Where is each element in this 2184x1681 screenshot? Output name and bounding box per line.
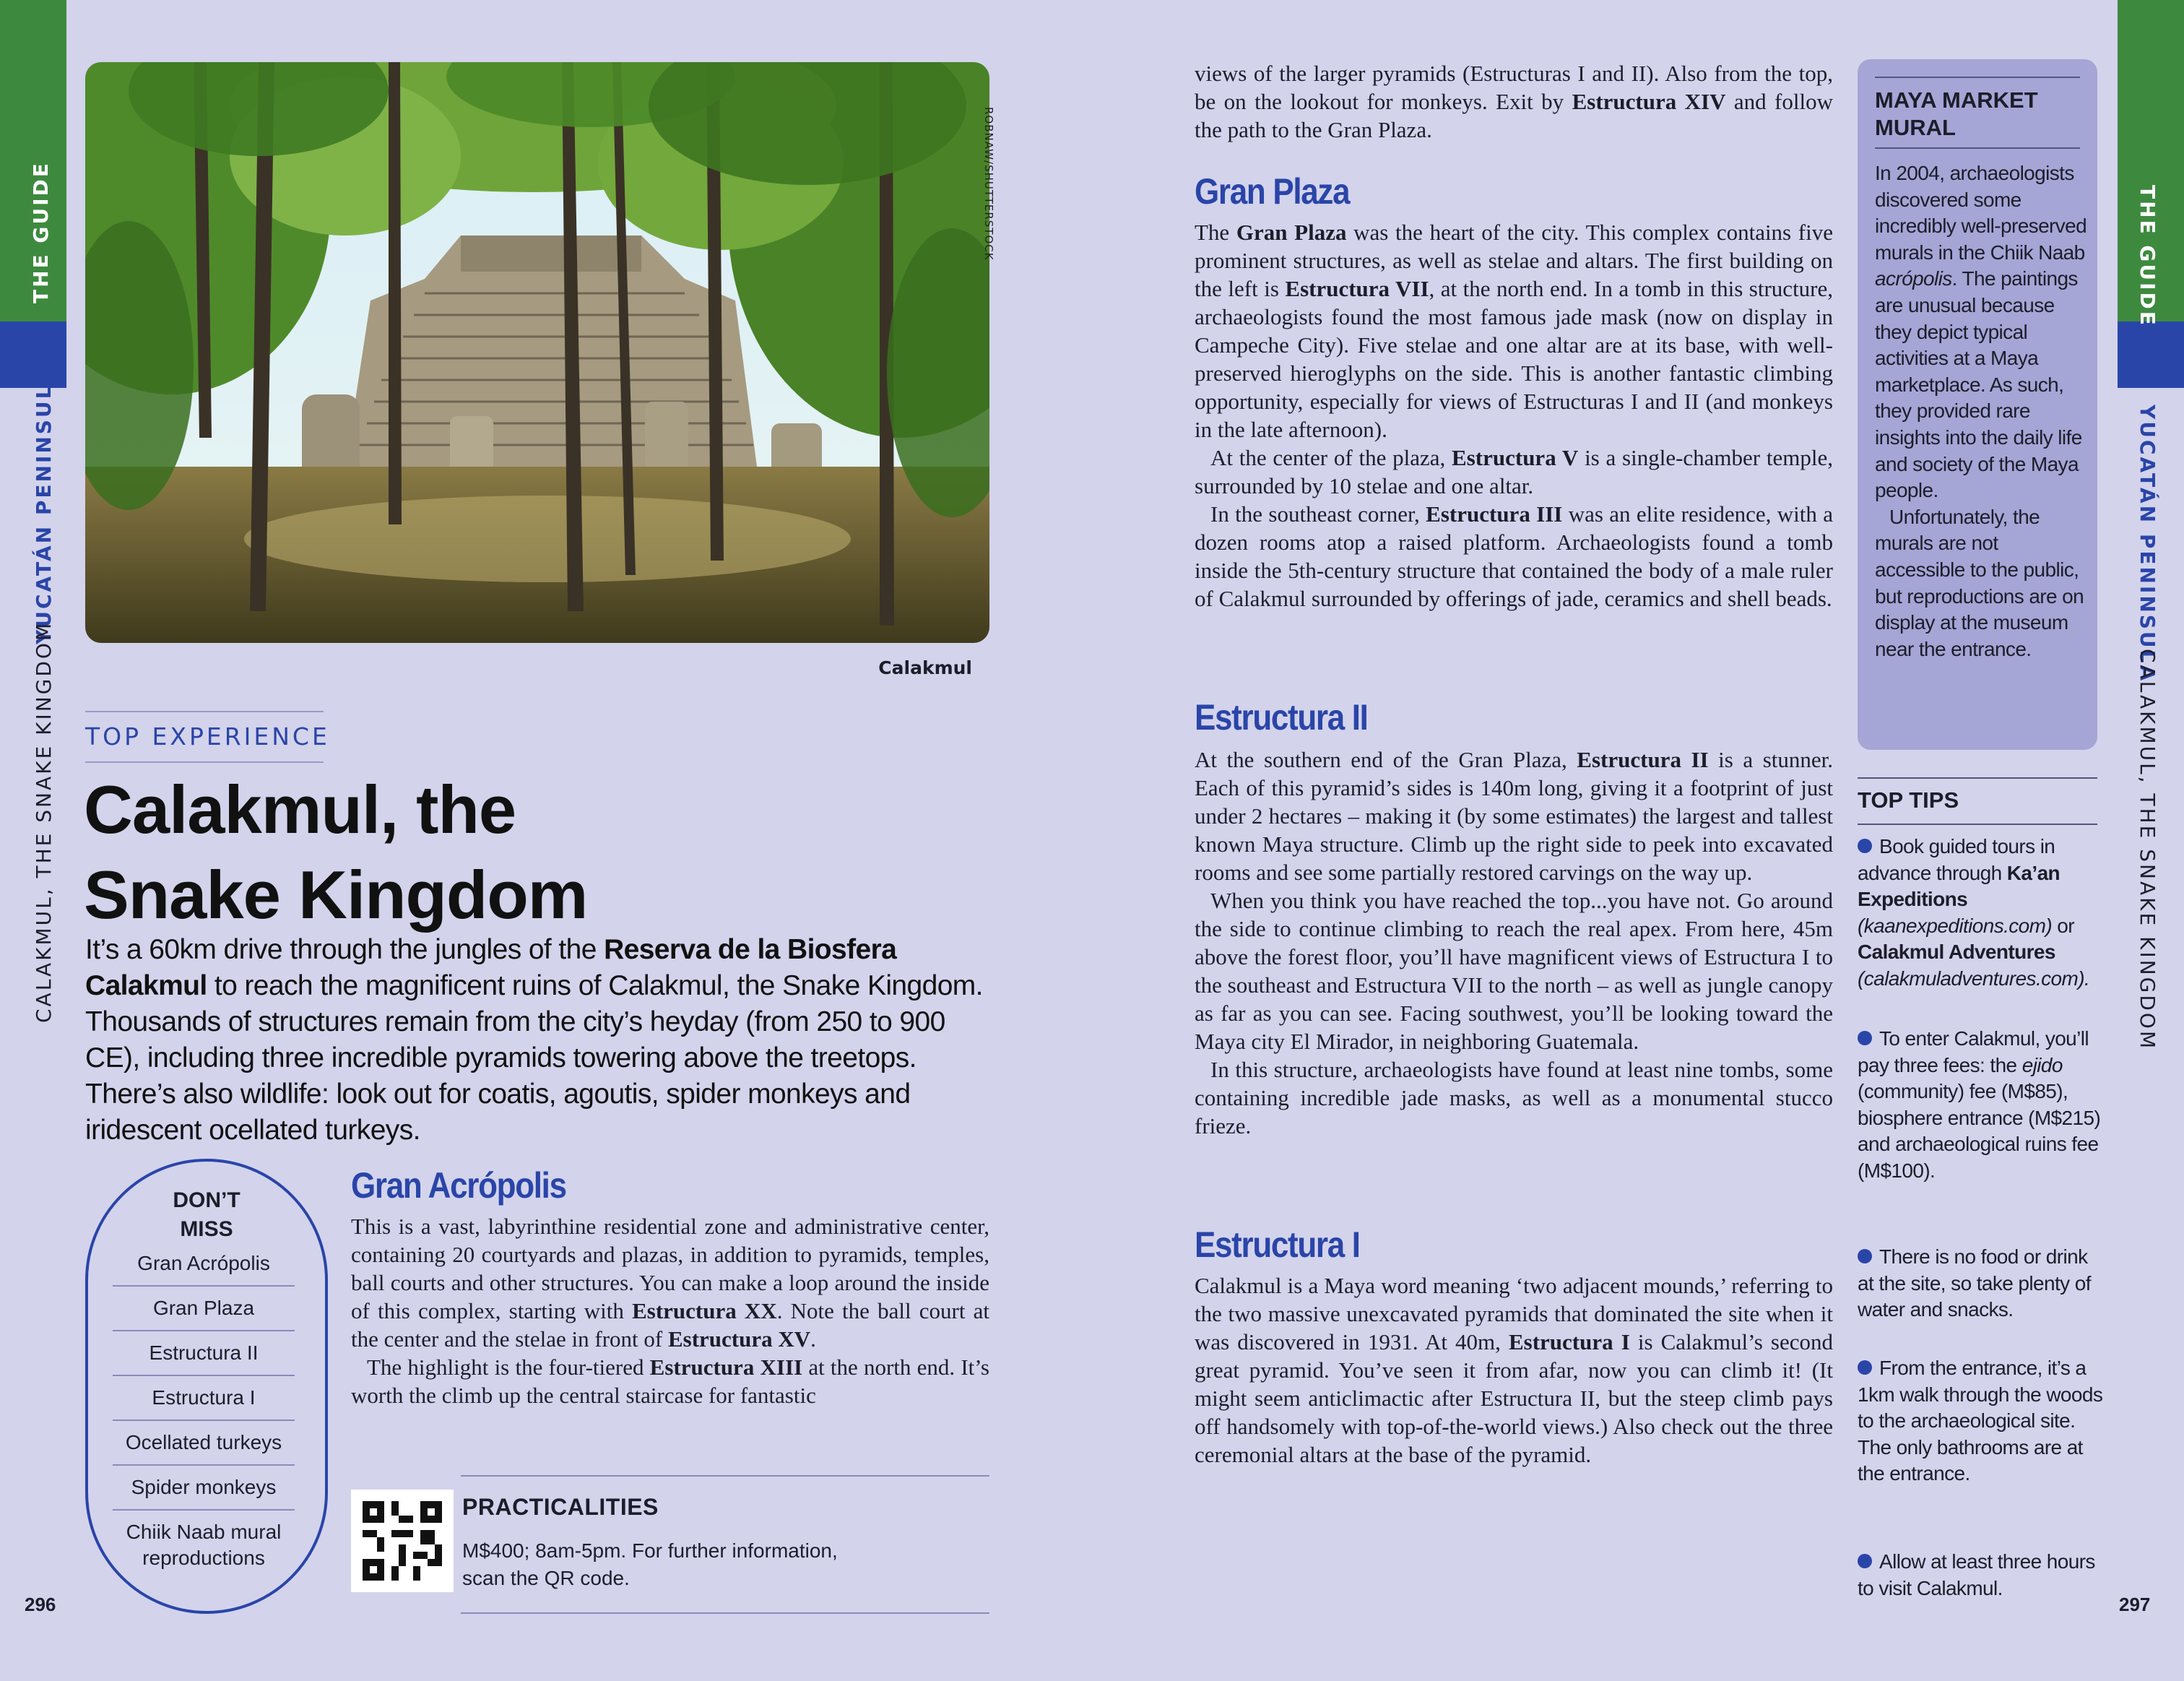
intro-bold-place: Reserva de la Biosfera Calakmul bbox=[85, 934, 897, 1001]
mural-top-rule bbox=[1875, 77, 2080, 78]
left-region-label: YUCATÁN PENINSULA bbox=[32, 366, 56, 644]
right-region-tab bbox=[2118, 321, 2184, 388]
page-title bbox=[84, 767, 950, 938]
heading-estructura-i: Estructura I bbox=[1195, 1224, 1360, 1265]
practicalities-top-rule bbox=[461, 1475, 989, 1477]
page-title-line-2: Snake Kingdom bbox=[84, 857, 588, 933]
tip-3: There is no food or drink at the site, so take plenty of water and snacks. bbox=[1858, 1245, 2091, 1321]
mural-title-rule bbox=[1875, 147, 2080, 149]
heading-gran-acropolis: Gran Acrópolis bbox=[351, 1165, 566, 1206]
page-title-line-1: Calakmul, the bbox=[84, 772, 516, 847]
page-number-left: 296 bbox=[25, 1594, 56, 1615]
practicalities-title: PRACTICALITIES bbox=[462, 1494, 659, 1520]
qr-code[interactable] bbox=[351, 1490, 454, 1592]
bullet-icon bbox=[1858, 839, 1872, 853]
mural-text: In 2004, archaeologists discovered some incredibly well-preserved murals in the Chiik Naab acrópolis. The paintings are unusual because they depict typical activities at a Maya marketplace. As such, they provided rare insights into the daily life and society of the Maya people. Unfortunately, the murals are not accessible to the public, but reproductions are on display at the museum near the entrance. bbox=[1875, 162, 2087, 660]
list-item: Ocellated turkeys bbox=[113, 1419, 295, 1464]
list-item: Estructura I bbox=[113, 1375, 295, 1419]
tip-1: Book guided tours in advance through Ka’an Expeditions (kaanexpeditions.com) or Calakmul Adventures (calakmuladventures.com). bbox=[1858, 835, 2090, 990]
list-item: Gran Acrópolis bbox=[137, 1252, 270, 1274]
estructura-ii-text: At the southern end of the Gran Plaza, Estructura II is a stunner. Each of this pyramid’s sides is 140m long, giving it a footprint of just under 2 hectares – making it (by some estimates) the largest and tallest known Maya structure. Climb up the right side to peek into excavated rooms and see some partially restored carvings on the way up. When you think you have reached the top...you have not. Go around the side to continue climbing to reach the real apex. From here, 45m above the forest floor, you’ll have magnificent views of Estructura I to the southeast and Estructura VII to the north – as well as jungle canopy as far as you can see. Facing southwest, you’ll be looking toward the Maya city El Mirador, in neighboring Guatemala. In this structure, archaeologists have found at least nine tombs, some containing incredible jade masks, as well as a monumental stucco frieze. bbox=[1195, 747, 1833, 1138]
dont-miss-list bbox=[113, 1248, 295, 1580]
left-chapter-label: CALAKMUL, THE SNAKE KINGDOM bbox=[32, 621, 56, 1023]
tips-top-rule bbox=[1858, 777, 2097, 779]
calakmul-photo bbox=[85, 62, 989, 643]
gran-acropolis-text: This is a vast, labyrinthine residential zone and administrative center, containing 20 courtyards and plazas, in addition to pyramids, temples, ball courts and other structures. You can make a loop around the inside of this complex, starting with Estructura XX. Note the ball court at the center and the stelae in front of Estructura XV. The highlight is the four-tiered Estructura XIII at the north end. It’s worth the climb up the central staircase for fantastic bbox=[351, 1214, 990, 1408]
practicalities-text: M$400; 8am-5pm. For further information, scan the QR code. bbox=[462, 1539, 838, 1589]
list-item: Estructura II bbox=[113, 1330, 295, 1375]
left-guide-tab-label: THE GUIDE bbox=[29, 161, 53, 303]
photo-credit: ROBNAW/SHUTTERSTOCK bbox=[982, 107, 995, 261]
tip-4: From the entrance, it’s a 1km walk through the woods to the archaeological site. The only bathrooms are at the entrance. bbox=[1858, 1357, 2103, 1485]
right-guide-tab-label: THE GUIDE bbox=[2136, 185, 2159, 327]
top-tips-title: TOP TIPS bbox=[1858, 787, 1959, 813]
tips-title-rule bbox=[1858, 824, 2097, 825]
dont-miss-title: DON’T MISS bbox=[173, 1188, 240, 1241]
bullet-icon bbox=[1858, 1249, 1872, 1263]
tip-2: To enter Calakmul, you’ll pay three fees: the ejido (community) fee (M$85), biosphere entrance (M$215) and archaeological ruins fee (M$100). bbox=[1858, 1027, 2101, 1182]
gran-plaza-text: The Gran Plaza was the heart of the city. This complex contains five prominent structures, as well as stelae and altars. The first building on the left is Estructura VII, at the north end. In a tomb in this structure, archaeologists found the most famous jade mask (now on display in Campeche City). Five stelae and one altar are at its base, with well-preserved hieroglyphs on the side. This is another fantastic climbing opportunity, especially for views of Estructuras I and II (and monkeys in the late afternoon). At the center of the plaza, Estructura V is a single-chamber temple, surrounded by 10 stelae and one altar. In the southeast corner, Estructura III was an elite residence, with a dozen rooms atop a raised platform. Archaeologists found a tomb inside the 5th-century structure that contained the body of a male ruler of Calakmul surrounded by offerings of jade, ceramics and shell beads. bbox=[1195, 220, 1834, 611]
continued-text: views of the larger pyramids (Estructuras I and II). Also from the top, be on the lookout for monkeys. Exit by Estructura XIV and follow the path to the Gran Plaza. bbox=[1195, 61, 1833, 142]
right-region-label: YUCATÁN PENINSULA bbox=[2136, 405, 2159, 683]
list-item: Gran Plaza bbox=[113, 1285, 295, 1330]
bullet-icon bbox=[1858, 1554, 1872, 1568]
right-chapter-label: CALAKMUL, THE SNAKE KINGDOM bbox=[2136, 649, 2159, 1051]
heading-estructura-ii: Estructura II bbox=[1195, 697, 1368, 738]
practicalities-bottom-rule bbox=[461, 1612, 989, 1614]
intro-paragraph: It’s a 60km drive through the jungles of the Reserva de la Biosfera Calakmul to reach the magnificent ruins of Calakmul, the Snake Kingdom. Thousands of structures remain from the city’s heyday (from 250 to 900 CE), including three incredible pyramids towering above the treetops. There’s also wildlife: look out for coatis, agoutis, spider monkeys and iridescent ocellated turkeys. bbox=[85, 934, 983, 1146]
mural-title: MAYA MARKET MURAL bbox=[1875, 87, 2038, 140]
kicker: TOP EXPERIENCE bbox=[85, 722, 330, 751]
kicker-top-rule bbox=[85, 711, 324, 712]
list-item: Chiik Naab mural reproductions bbox=[113, 1509, 295, 1580]
bullet-icon bbox=[1858, 1031, 1872, 1045]
list-item: Spider monkeys bbox=[113, 1464, 295, 1509]
tip-5: Allow at least three hours to visit Calakmul. bbox=[1858, 1550, 2095, 1599]
estructura-i-text: Calakmul is a Maya word meaning ‘two adjacent mounds,’ referring to the two massive unexcavated pyramids that dominated the site when it was discovered in 1931. At 40m, Estructura I is Calakmul’s second great pyramid. You’ve seen it from afar, now you can climb it! (It might seem anticlimactic after Estructura II, but the steep climb pays off handsomely with top-of-the-world views.) Also check out the three ceremonial altars at the base of the pyramid. bbox=[1195, 1273, 1833, 1467]
bullet-icon bbox=[1858, 1360, 1872, 1375]
page-number-right: 297 bbox=[2119, 1594, 2151, 1615]
kicker-bottom-rule bbox=[85, 761, 324, 763]
photo-caption: Calakmul bbox=[878, 657, 972, 678]
heading-gran-plaza: Gran Plaza bbox=[1195, 171, 1350, 212]
